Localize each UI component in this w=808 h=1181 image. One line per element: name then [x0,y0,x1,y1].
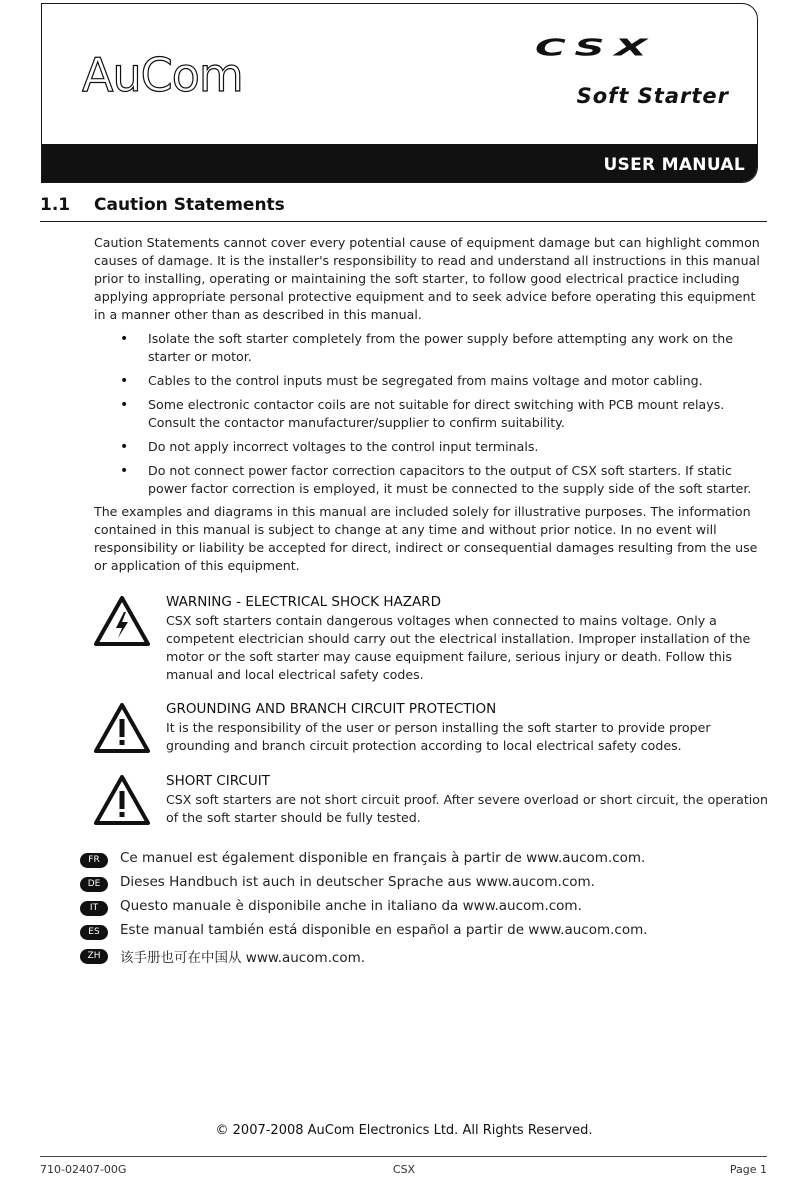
product-name: CSX [535,34,657,61]
list-item: • Some electronic contactor coils are not suitable for direct switching with PCB mount relays. Consult the contactor manufacturer/supplier to confirm suitability. [94,396,768,432]
footer-product: CSX [392,1163,416,1176]
footer-divider [40,1156,767,1157]
language-badge: FR [80,853,108,868]
disclaimer-paragraph: The examples and diagrams in this manual are included solely for illustrative purposes. The information contained in this manual is subject to change at any time and without prior notice. In no event will responsibility or liability be accepted for direct, indirect or consequential damages resulting from the use or application of this equipment. [94,504,758,573]
caution-icon [94,703,150,753]
doc-number: 710-02407-00G [40,1163,127,1176]
list-item: • Do not connect power factor correction capacitors to the output of CSX soft starters. If static power factor correction is employed, it must be connected to the supply side of the soft starter. [94,462,768,498]
section-title: Caution Statements [94,195,285,215]
caution-list [94,330,768,498]
list-item [80,874,768,896]
header-bar [42,144,757,183]
warning-title: WARNING - ELECTRICAL SHOCK HAZARD [166,594,441,610]
section-number: 1.1 [40,195,71,215]
product-subtitle: Soft Starter [576,84,729,108]
language-note: Dieses Handbuch ist auch in deutscher Sprache aus www.aucom.com. [120,874,595,890]
warning-text: CSX soft starters contain dangerous voltages when connected to mains voltage. Only a competent electrician should carry out the electrical installation. Improper installation of the motor or the soft starter may cause equipment failure, serious injury or death. Follow this manual and local electrical safety codes. [166,613,751,682]
language-note: 该手册也可在中国从 www.aucom.com. [120,950,366,966]
section-heading [40,195,767,222]
list-item: • Cables to the control inputs must be segregated from mains voltage and motor cabling. [94,372,768,390]
list-item: • Isolate the soft starter completely from the power supply before attempting any work on the starter or motor. [94,330,768,366]
warning-text: It is the responsibility of the user or person installing the soft starter to provide proper grounding and branch circuit protection according to local electrical safety codes. [166,720,711,753]
electrical-hazard-icon [94,596,150,646]
copyright: © 2007-2008 AuCom Electronics Ltd. All Rights Reserved. [215,1123,593,1138]
language-badge: ZH [80,949,108,964]
language-badge: IT [80,901,108,916]
header-banner [41,3,758,183]
list-item [80,898,768,920]
language-note: Ce manuel est également disponible en français à partir de www.aucom.com. [120,850,646,866]
warning-title: GROUNDING AND BRANCH CIRCUIT PROTECTION [166,701,497,717]
list-item [80,850,768,872]
language-badge: ES [80,925,108,940]
intro-paragraph: Caution Statements cannot cover every potential cause of equipment damage but can highlight common causes of damage. It is the installer's responsibility to read and understand all instructions in this manual prior to installing, operating or maintaining the soft starter, to follow good electrical practice including applying appropriate personal protective equipment and to seek advice before operating this equipment in a manner other than as described in this manual. [94,235,760,322]
language-note: Questo manuale è disponibile anche in italiano da www.aucom.com. [120,898,582,914]
list-item [80,922,768,944]
list-item: • Do not apply incorrect voltages to the control input terminals. [94,438,768,456]
language-note: Este manual también está disponible en español a partir de www.aucom.com. [120,922,648,938]
language-badge: DE [80,877,108,892]
caution-icon [94,775,150,825]
warning-title: SHORT CIRCUIT [166,773,270,789]
caution-body [94,234,768,504]
doc-type: USER MANUAL [603,155,745,175]
brand-logo: AuCom [82,48,243,102]
list-item [80,946,768,968]
warning-text: CSX soft starters are not short circuit proof. After severe overload or short circuit, the operation of the soft starter should be fully tested. [166,792,768,825]
page-number: Page 1 [729,1163,767,1176]
